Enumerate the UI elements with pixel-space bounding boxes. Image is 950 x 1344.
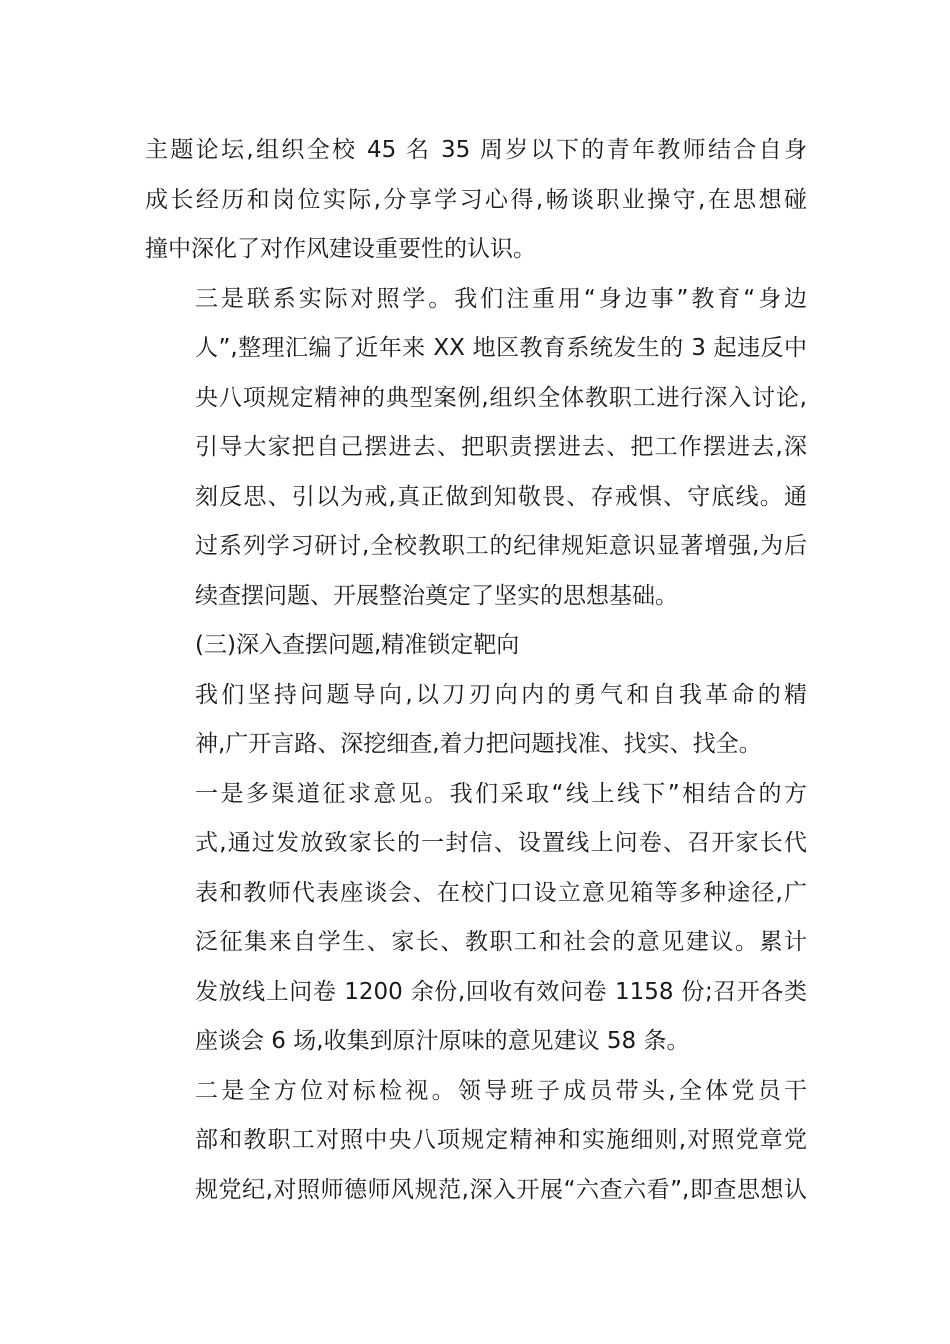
- text-line: 刻反思、引以为戒,真正做到知敬畏、存戒惧、守底线。通: [195, 483, 807, 510]
- text-line: 三是联系实际对照学。我们注重用“身边事”教育“身边: [195, 285, 807, 312]
- text-line: 发放线上问卷 1200 余份,回收有效问卷 1158 份;召开各类: [195, 978, 807, 1005]
- text-line: (三)深入查摆问题,精准锁定靶向: [195, 632, 520, 658]
- text-line: 泛征集来自学生、家长、教职工和社会的意见建议。累计: [195, 929, 807, 955]
- text-line: 式,通过发放致家长的一封信、设置线上问卷、召开家长代: [195, 830, 807, 856]
- text-line: 撞中深化了对作风建设重要性的认识。: [145, 236, 536, 262]
- paragraph-3: [145, 671, 807, 770]
- text-line: 部和教职工对照中央八项规定精神和实施细则,对照党章党: [195, 1127, 807, 1153]
- text-line: 引导大家把自己摆进去、把职责摆进去、把工作摆进去,深: [195, 434, 807, 460]
- text-line: 我们坚持问题导向,以刀刃向内的勇气和自我革命的精: [195, 681, 807, 708]
- text-line: 成长经历和岗位实际,分享学习心得,畅谈职业操守,在思想碰: [145, 186, 807, 213]
- section-heading: [145, 621, 807, 671]
- text-line: 规党纪,对照师德师风规范,深入开展“六查六看”,即查思想认: [195, 1176, 807, 1203]
- text-line: 二是全方位对标检视。领导班子成员带头,全体党员干: [195, 1077, 807, 1104]
- paragraph-4: [145, 770, 807, 1067]
- text-line: 主题论坛,组织全校 45 名 35 周岁以下的青年教师结合自身: [145, 137, 807, 163]
- paragraph-2: [145, 275, 807, 622]
- paragraph-5: [145, 1067, 807, 1216]
- text-line: 人”,整理汇编了近年来 XX 地区教育系统发生的 3 起违反中: [195, 335, 807, 361]
- paragraph-1: [145, 126, 807, 275]
- text-line: 央八项规定精神的典型案例,组织全体教职工进行深入讨论,: [195, 384, 807, 411]
- document-body: [145, 126, 807, 1215]
- text-line: 过系列学习研讨,全校教职工的纪律规矩意识显著增强,为后: [195, 533, 807, 559]
- text-line: 座谈会 6 场,收集到原汁原味的意见建议 58 条。: [195, 1028, 690, 1054]
- text-line: 一是多渠道征求意见。我们采取“线上线下”相结合的方: [195, 780, 807, 807]
- text-line: 神,广开言路、深挖细查,着力把问题找准、找实、找全。: [195, 731, 762, 757]
- text-line: 续查摆问题、开展整治奠定了坚实的思想基础。: [195, 582, 678, 609]
- text-line: 表和教师代表座谈会、在校门口设立意见箱等多种途径,广: [195, 879, 807, 906]
